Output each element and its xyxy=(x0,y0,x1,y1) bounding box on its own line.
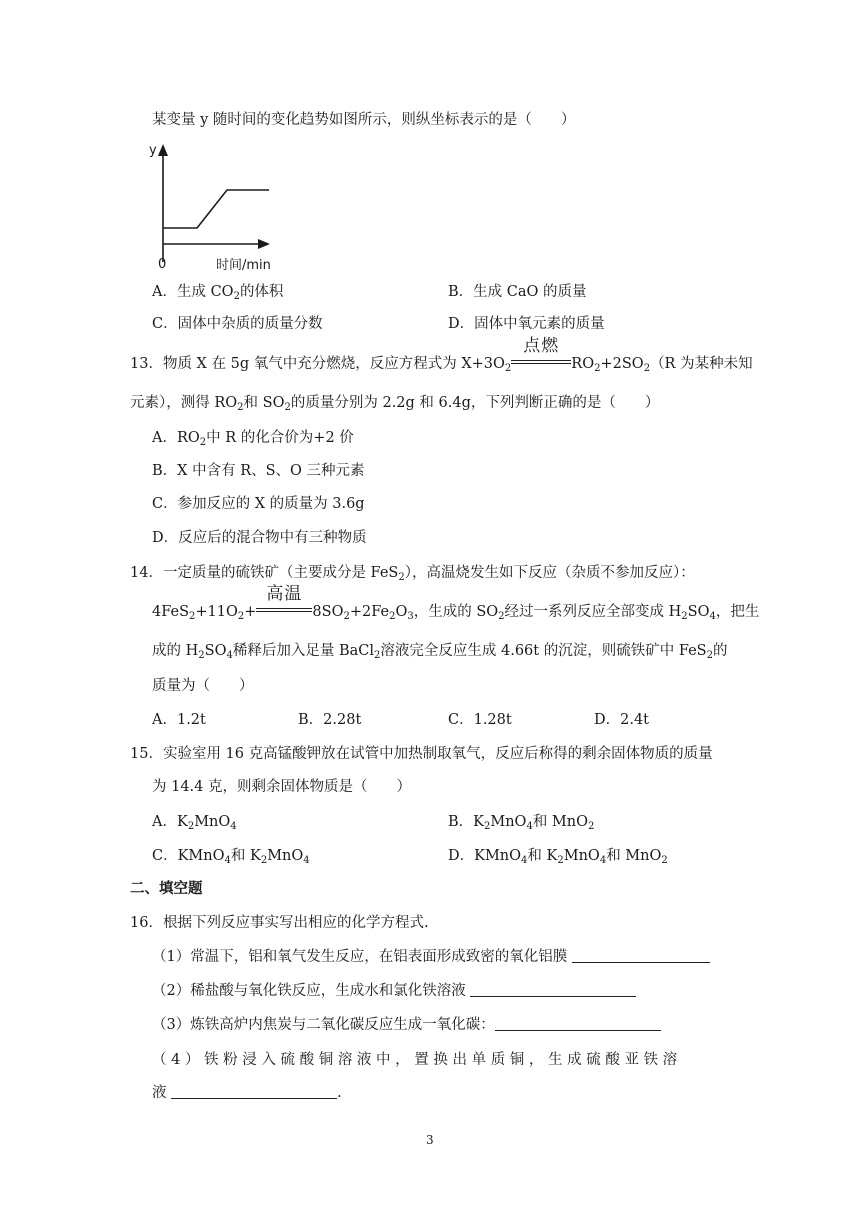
q14-option-a: A．1.2t xyxy=(152,712,206,728)
section-heading-fill-in: 二、填空题 xyxy=(130,881,203,897)
q13-stem-line2: 元素），测得 $RO_2$和 $SO_2$的质量分别为 2.2g 和 6.4g，下列判断正确的是（ ） xyxy=(130,395,660,413)
x-axis-arrow xyxy=(258,239,270,249)
q13-option-a: A．$RO_2$中 R 的化合价为+2 价 xyxy=(152,430,354,448)
q13-option-d: D．反应后的混合物中有三种物质 xyxy=(152,530,367,546)
origin-label: 0 xyxy=(158,257,167,272)
q15-option-a: A．$K_2MnO_4$ xyxy=(152,814,237,832)
q12-option-b: B．生成 CaO 的质量 xyxy=(448,284,587,300)
q16-part-4-line1: （ 4 ） 铁 粉 浸 入 硫 酸 铜 溶 液 中 ， 置 换 出 单 质 铜 ， 生 成 硫 酸 亚 铁 溶 xyxy=(152,1052,678,1068)
reaction-condition-high-temp: 高温 xyxy=(256,602,312,622)
q13-option-c: C．参加反应的 X 的质量为 3.6g xyxy=(152,496,365,512)
x-axis-label: 时间/min xyxy=(216,258,271,273)
q14-option-c: C．1.28t xyxy=(448,712,512,728)
q12-graph xyxy=(149,138,282,273)
q15-option-d: D．KMnO$_4$和 $K_2MnO_4$和 MnO$_2$ xyxy=(448,848,668,866)
q16-stem: 16．根据下列反应事实写出相应的化学方程式. xyxy=(130,915,429,931)
q15-stem-line1: 15．实验室用 16 克高锰酸钾放在试管中加热制取氧气，反应后称得的剩余固体物质的质量 xyxy=(130,746,713,762)
q14-stem-line1: 14．一定质量的硫铁矿（主要成分是 FeS$_2$），高温烧发生如下反应（杂质不参加反应）： xyxy=(130,565,695,583)
page-number: 3 xyxy=(426,1133,434,1147)
q15-option-b: B．$K_2MnO_4$和 MnO$_2$ xyxy=(448,814,595,832)
q12-option-c: C．固体中杂质的质量分数 xyxy=(152,316,323,332)
q16-part-1: （1）常温下，铝和氧气发生反应，在铝表面形成致密的氧化铝膜 xyxy=(152,947,710,967)
answer-blank-3[interactable] xyxy=(495,1016,661,1031)
y-axis-label: y xyxy=(149,143,157,158)
trend-line xyxy=(163,190,269,228)
q15-stem-line2: 为 14.4 克，则剩余固体物质是（ ） xyxy=(152,779,412,795)
q14-stem-line3: 成的 $H_2SO_4$稀释后加入足量 BaCl$_2$溶液完全反应生成 4.66t 的沉淀，则硫铁矿中 FeS$_2$的 xyxy=(152,643,728,661)
q12-option-a: A．生成 $CO_2$的体积 xyxy=(152,284,284,302)
q12-option-d: D．固体中氧元素的质量 xyxy=(448,316,605,332)
reaction-condition-ignite: 点燃 xyxy=(511,354,571,374)
answer-blank-2[interactable] xyxy=(470,982,636,997)
q14-stem-line4: 质量为（ ） xyxy=(152,678,254,694)
y-axis-arrow xyxy=(158,144,168,156)
answer-blank-4[interactable] xyxy=(171,1084,337,1099)
q14-stem-line2: $4FeS_2+11O_2+$ 高温 $8SO_2+2Fe_2O_3$，生成的 $SO_2$经过一系列反应全部变成 $H_2SO_4$，把生 xyxy=(152,584,760,622)
q12-stem: 某变量 y 随时间的变化趋势如图所示，则纵坐标表示的是（ ） xyxy=(152,112,576,128)
q13-stem-line1: 13．物质 X 在 5g 氧气中充分燃烧，反应方程式为 $X+3O_2$ 点燃 $RO_2+2SO_2(R$ 为某种未知 xyxy=(130,336,753,374)
q16-part-4-line2: 液 . xyxy=(152,1085,342,1101)
q16-part-3: （3）炼铁高炉内焦炭与二氧化碳反应生成一氧化碳： xyxy=(152,1015,661,1035)
q15-option-c: C．KMnO$_4$和 $K_2MnO_4$ xyxy=(152,848,310,866)
q14-option-d: D．2.4t xyxy=(594,712,650,728)
q16-part-2: （2）稀盐酸与氧化铁反应，生成水和氯化铁溶液 xyxy=(152,981,636,1001)
q13-option-b: B．X 中含有 R、S、O 三种元素 xyxy=(152,463,365,479)
answer-blank-1[interactable] xyxy=(572,948,710,963)
q14-option-b: B．2.28t xyxy=(298,712,362,728)
